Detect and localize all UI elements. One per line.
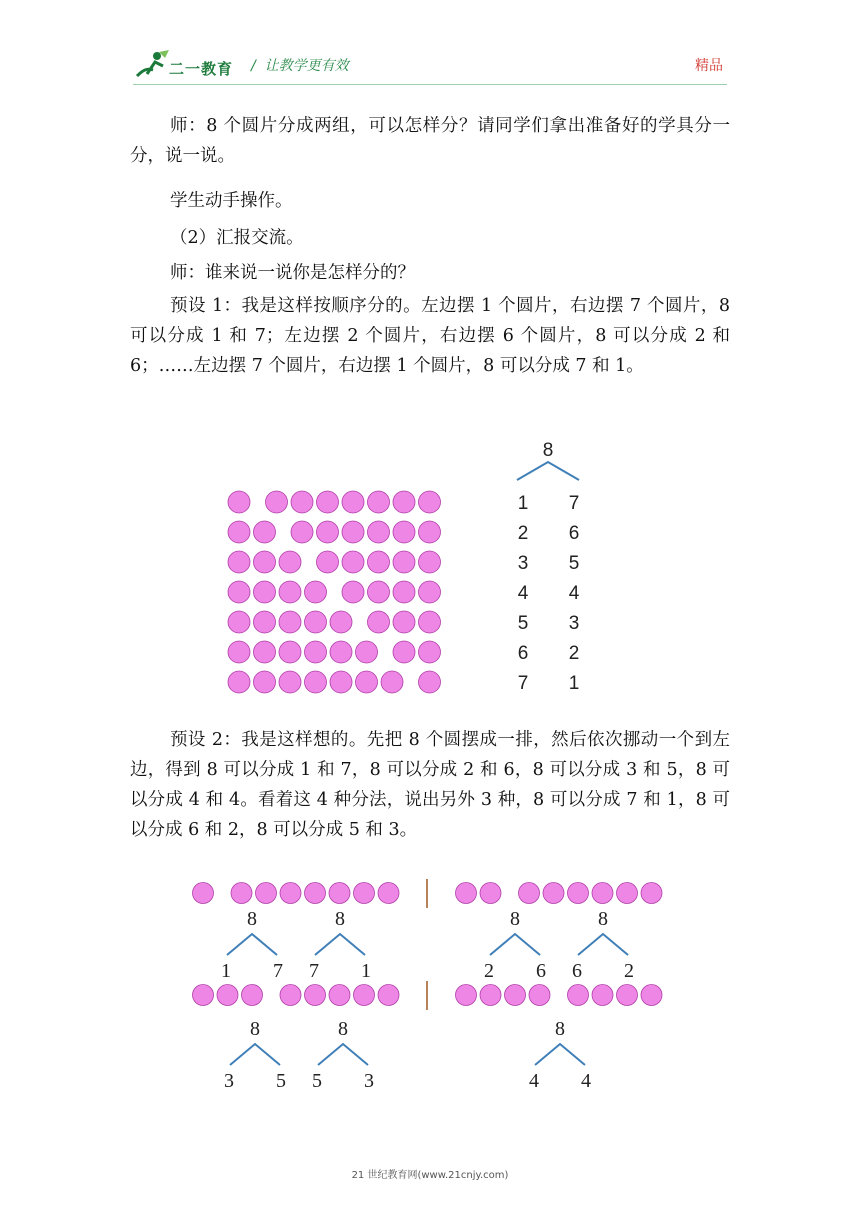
- fig2-counter: [217, 985, 238, 1006]
- fig1-right-number: 5: [568, 553, 580, 574]
- fig2-tree-left: 2: [484, 960, 494, 982]
- fig2-counter: [305, 883, 326, 904]
- fig2-counter: [242, 985, 263, 1006]
- fig2-tree-left: 4: [529, 1070, 539, 1092]
- fig2-counter: [505, 985, 526, 1006]
- fig2-tree-branch: [535, 1044, 585, 1065]
- fig2-counter: [354, 883, 375, 904]
- fig2-counter: [529, 985, 550, 1006]
- fig2-counter: [480, 985, 501, 1006]
- fig2-tree-total: 8: [338, 1018, 348, 1040]
- fig2-counter: [480, 883, 501, 904]
- fig2-counter: [592, 985, 613, 1006]
- paragraph-report: （2）汇报交流。: [170, 228, 304, 248]
- quality-badge: 精品: [695, 58, 723, 74]
- fig2-tree-branch: [490, 934, 540, 955]
- fig2-counter: [329, 985, 350, 1006]
- fig2-counter: [305, 985, 326, 1006]
- fig2-counter: [378, 883, 399, 904]
- fig2-counter: [193, 985, 214, 1006]
- fig1-left-number: 1: [517, 493, 529, 514]
- fig2-tree-total: 8: [510, 908, 520, 930]
- fig2-counter: [592, 883, 613, 904]
- paragraph-question: 师：8 个圆片分成两组，可以怎样分？请同学们拿出准备好的学具分一分，说一说。: [130, 116, 730, 166]
- fig1-right-number: 3: [568, 613, 580, 634]
- fig2-tree-left: 1: [221, 960, 231, 982]
- fig2-tree-right: 7: [273, 960, 283, 982]
- paragraph-teacher: 师：谁来说一说你是怎样分的？: [170, 263, 415, 283]
- fig2-tree-total: 8: [598, 908, 608, 930]
- fig2-tree-branch: [318, 1044, 368, 1065]
- fig2-counter: [231, 883, 252, 904]
- fig2-counter: [329, 883, 350, 904]
- fig1-right-number: 2: [568, 643, 580, 664]
- fig2-counter: [280, 985, 301, 1006]
- slogan-separator: /: [251, 58, 256, 74]
- fig2-counter: [280, 883, 301, 904]
- fig2-tree-left: 3: [224, 1070, 234, 1092]
- fig2-tree-left: 7: [309, 960, 319, 982]
- paragraph-preset-1: 预设 1：我是这样按顺序分的。左边摆 1 个圆片，右边摆 7 个圆片，8 可以分成 1 和 7；左边摆 2 个圆片，右边摆 6 个圆片，8 可以分成 2 和 6；……左边摆 7 个圆片，右边摆 1 个圆片，8 可以分成 7 和 1。: [130, 296, 730, 376]
- fig2-counter: [568, 985, 589, 1006]
- fig2-counter: [354, 985, 375, 1006]
- fig1-right-number: 4: [568, 583, 580, 604]
- fig2-counter: [543, 883, 564, 904]
- fig2-counter: [519, 883, 540, 904]
- fig2-counter: [617, 883, 638, 904]
- fig2-tree-total: 8: [555, 1018, 565, 1040]
- fig2-counter: [378, 985, 399, 1006]
- fig2-counter: [456, 883, 477, 904]
- fig2-tree-total: 8: [247, 908, 257, 930]
- paragraph-preset-2: 预设 2：我是这样想的。先把 8 个圆摆成一排，然后依次挪动一个到左边，得到 8 可以分成 1 和 7，8 可以分成 2 和 6，8 可以分成 3 和 5，8 可以分成 4 和 4。看着这 4 种分法，说出另外 3 种，8 可以分成 7 和 1，8 可以分成 6 和 2，8 可以分成 5 和 3。: [130, 730, 730, 840]
- fig2-counter: [617, 985, 638, 1006]
- fig1-left-number: 4: [517, 583, 529, 604]
- fig2-counter: [641, 883, 662, 904]
- fig1-left-number: 5: [517, 613, 529, 634]
- fig2-counter: [568, 883, 589, 904]
- fig2-tree-left: 5: [312, 1070, 322, 1092]
- fig1-right-number: 6: [568, 523, 580, 544]
- slogan-text: 让教学更有效: [264, 58, 349, 74]
- fig2-tree-total: 8: [250, 1018, 260, 1040]
- fig1-right-number: 7: [568, 493, 580, 514]
- fig1-total: 8: [542, 440, 554, 461]
- fig1-left-number: 6: [517, 643, 529, 664]
- fig2-tree-right: 5: [276, 1070, 286, 1092]
- fig1-left-number: 7: [517, 673, 529, 694]
- fig2-tree-branch: [315, 934, 365, 955]
- fig2-tree-right: 2: [624, 960, 634, 982]
- fig2-tree-right: 1: [361, 960, 371, 982]
- fig2-tree-total: 8: [335, 908, 345, 930]
- logo-text: 二一教育: [169, 60, 234, 78]
- paragraph-operate: 学生动手操作。: [170, 191, 293, 211]
- fig2-tree-right: 3: [364, 1070, 374, 1092]
- fig2-counter: [456, 985, 477, 1006]
- fig2-counter: [256, 883, 277, 904]
- fig2-tree-branch: [227, 934, 277, 955]
- fig2-tree-branch: [230, 1044, 280, 1065]
- fig1-left-number: 3: [517, 553, 529, 574]
- fig1-left-number: 2: [517, 523, 529, 544]
- fig1-right-number: 1: [568, 673, 580, 694]
- fig2-tree-right: 4: [581, 1070, 591, 1092]
- fig2-counter: [641, 985, 662, 1006]
- fig2-tree-right: 6: [536, 960, 546, 982]
- fig2-counter: [193, 883, 214, 904]
- page-footer: 21 世纪教育网(www.21cnjy.com): [351, 1170, 509, 1181]
- fig2-tree-branch: [578, 934, 628, 955]
- fig2-tree-left: 6: [572, 960, 582, 982]
